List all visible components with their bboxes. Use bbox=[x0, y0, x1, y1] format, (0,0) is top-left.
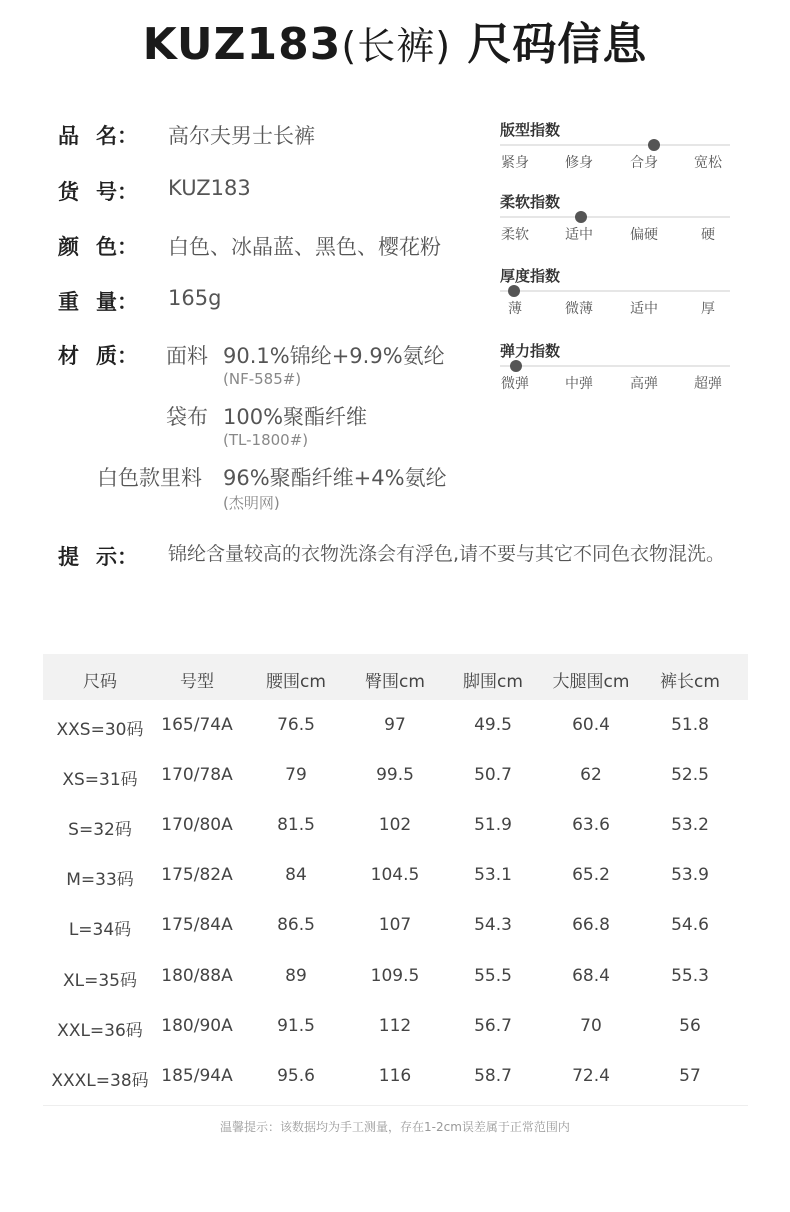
table-header-cell: 尺码 bbox=[83, 672, 117, 692]
table-cell: 112 bbox=[378, 1016, 412, 1036]
measurement-note: 温馨提示：该数据均为手工测量，存在1-2cm误差属于正常范围内 bbox=[220, 1120, 570, 1134]
table-cell: M=33码 bbox=[66, 870, 134, 890]
table-cell: 57 bbox=[679, 1066, 701, 1086]
index-option: 合身 bbox=[630, 155, 658, 171]
material-part: 袋布 bbox=[166, 405, 208, 429]
table-cell: 51.9 bbox=[474, 815, 512, 835]
thickness-index bbox=[500, 265, 730, 317]
table-cell: 79 bbox=[285, 765, 307, 785]
table-cell: 91.5 bbox=[277, 1016, 315, 1036]
table-cell: XS=31码 bbox=[62, 770, 138, 790]
material-code: (TL-1800#) bbox=[223, 431, 309, 449]
material-part: 面料 bbox=[166, 344, 208, 368]
table-cell: 175/84A bbox=[161, 915, 233, 935]
fit-index bbox=[500, 119, 730, 171]
table-cell: 185/94A bbox=[161, 1066, 233, 1086]
index-option: 高弹 bbox=[630, 376, 658, 392]
index-marker bbox=[508, 285, 520, 297]
index-option: 适中 bbox=[630, 301, 658, 317]
index-option: 薄 bbox=[508, 301, 522, 317]
table-cell: 81.5 bbox=[277, 815, 315, 835]
index-option: 柔软 bbox=[501, 227, 529, 243]
table-cell: 50.7 bbox=[474, 765, 512, 785]
index-option: 厚 bbox=[701, 301, 715, 317]
table-divider bbox=[43, 1105, 748, 1106]
table-cell: 60.4 bbox=[572, 715, 610, 735]
table-header-cell: 号型 bbox=[180, 672, 214, 692]
table-cell: 76.5 bbox=[277, 715, 315, 735]
index-option: 宽松 bbox=[694, 155, 722, 171]
index-option: 偏硬 bbox=[630, 227, 658, 243]
table-cell: 86.5 bbox=[277, 915, 315, 935]
table-header-cell: 臀围cm bbox=[365, 672, 425, 692]
table-cell: 95.6 bbox=[277, 1066, 315, 1086]
table-cell: 54.3 bbox=[474, 915, 512, 935]
material-code: (NF-585#) bbox=[223, 370, 302, 388]
elasticity-index bbox=[500, 340, 730, 392]
table-header-cell: 裤长cm bbox=[660, 672, 720, 692]
info-color-label: 颜 色： bbox=[58, 235, 138, 259]
table-cell: 54.6 bbox=[671, 915, 709, 935]
table-cell: 84 bbox=[285, 865, 307, 885]
table-cell: XL=35码 bbox=[63, 971, 137, 991]
table-cell: 56.7 bbox=[474, 1016, 512, 1036]
table-cell: 55.5 bbox=[474, 966, 512, 986]
info-name-value: 高尔夫男士长裤 bbox=[168, 124, 315, 148]
material-value: 96%聚酯纤维+4%氨纶 bbox=[223, 466, 447, 490]
index-marker bbox=[510, 360, 522, 372]
table-cell: 89 bbox=[285, 966, 307, 986]
softness-index bbox=[500, 191, 730, 243]
info-weight-label: 重 量： bbox=[58, 290, 138, 314]
table-cell: 97 bbox=[384, 715, 406, 735]
material-value: 100%聚酯纤维 bbox=[223, 405, 368, 429]
table-cell: 52.5 bbox=[671, 765, 709, 785]
info-sku-label: 货 号： bbox=[58, 180, 138, 204]
table-cell: 170/78A bbox=[161, 765, 233, 785]
index-title: 柔软指数 bbox=[500, 193, 561, 211]
index-track bbox=[500, 216, 730, 218]
table-cell: L=34码 bbox=[68, 920, 132, 940]
table-header-cell: 腰围cm bbox=[266, 672, 326, 692]
table-cell: XXXL=38码 bbox=[51, 1071, 149, 1091]
table-cell: 58.7 bbox=[474, 1066, 512, 1086]
table-cell: 49.5 bbox=[474, 715, 512, 735]
index-option: 紧身 bbox=[501, 155, 529, 171]
material-value: 90.1%锦纶+9.9%氨纶 bbox=[223, 344, 445, 368]
index-option: 修身 bbox=[565, 155, 593, 171]
table-cell: 72.4 bbox=[572, 1066, 610, 1086]
table-cell: 68.4 bbox=[572, 966, 610, 986]
index-marker bbox=[575, 211, 587, 223]
index-option: 微弹 bbox=[501, 376, 529, 392]
table-cell: 180/88A bbox=[161, 966, 233, 986]
table-cell: 170/80A bbox=[161, 815, 233, 835]
table-cell: 53.1 bbox=[474, 865, 512, 885]
table-cell: 53.9 bbox=[671, 865, 709, 885]
table-cell: 56 bbox=[679, 1016, 701, 1036]
info-sku-value: KUZ183 bbox=[168, 176, 251, 200]
index-marker bbox=[648, 139, 660, 151]
table-cell: XXL=36码 bbox=[57, 1021, 143, 1041]
table-cell: 102 bbox=[378, 815, 412, 835]
info-tip-value: 锦纶含量较高的衣物洗涤会有浮色,请不要与其它不同色衣物混洗。 bbox=[168, 543, 726, 565]
index-option: 超弹 bbox=[694, 376, 722, 392]
table-cell: 63.6 bbox=[572, 815, 610, 835]
index-track bbox=[500, 290, 730, 292]
table-cell: 65.2 bbox=[572, 865, 610, 885]
table-header-cell: 脚围cm bbox=[463, 672, 523, 692]
page-title: KUZ183(长裤) 尺码信息 bbox=[142, 19, 648, 70]
table-cell: 66.8 bbox=[572, 915, 610, 935]
index-title: 厚度指数 bbox=[500, 267, 561, 285]
table-cell: 165/74A bbox=[161, 715, 233, 735]
table-cell: 175/82A bbox=[161, 865, 233, 885]
table-cell: S=32码 bbox=[68, 820, 132, 840]
table-cell: 107 bbox=[378, 915, 412, 935]
table-cell: 62 bbox=[580, 765, 602, 785]
index-option: 适中 bbox=[565, 227, 593, 243]
info-tip-label: 提 示： bbox=[58, 545, 138, 569]
table-cell: 99.5 bbox=[376, 765, 414, 785]
table-cell: 55.3 bbox=[671, 966, 709, 986]
table-cell: 70 bbox=[580, 1016, 602, 1036]
info-material-label: 材 质： bbox=[58, 344, 138, 368]
table-cell: 109.5 bbox=[370, 966, 420, 986]
table-cell: 180/90A bbox=[161, 1016, 233, 1036]
table-cell: 53.2 bbox=[671, 815, 709, 835]
index-title: 版型指数 bbox=[500, 121, 561, 139]
index-option: 微薄 bbox=[565, 301, 593, 317]
info-weight-value: 165g bbox=[168, 286, 222, 310]
table-cell: 51.8 bbox=[671, 715, 709, 735]
table-header-cell: 大腿围cm bbox=[552, 672, 630, 692]
info-name-label: 品 名： bbox=[58, 124, 138, 148]
table-cell: 116 bbox=[378, 1066, 412, 1086]
material-part: 白色款里料 bbox=[97, 466, 202, 490]
table-cell: 104.5 bbox=[370, 865, 420, 885]
material-code: (杰明网) bbox=[223, 494, 280, 512]
index-title: 弹力指数 bbox=[500, 342, 561, 360]
index-option: 中弹 bbox=[565, 376, 593, 392]
info-color-value: 白色、冰晶蓝、黑色、樱花粉 bbox=[168, 235, 441, 259]
table-cell: XXS=30码 bbox=[56, 720, 144, 740]
index-track bbox=[500, 365, 730, 367]
index-option: 硬 bbox=[701, 227, 715, 243]
index-track bbox=[500, 144, 730, 146]
